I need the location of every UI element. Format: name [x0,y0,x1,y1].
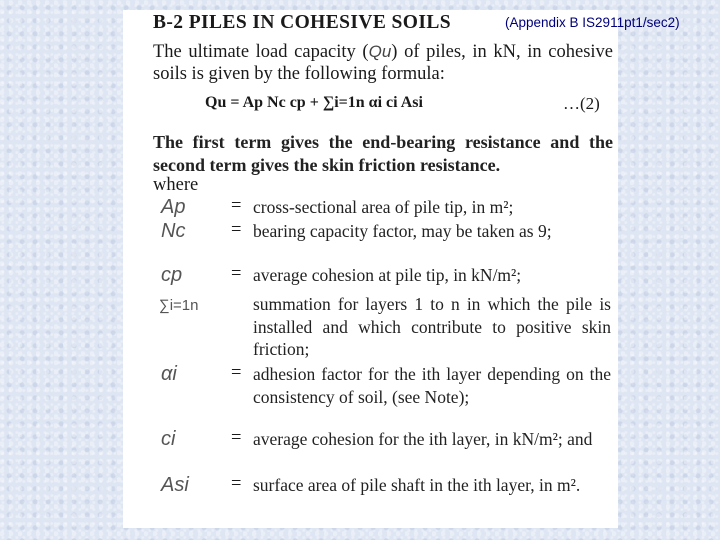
equals-sign: = [231,196,242,216]
symbol-asi: Asi [161,474,189,496]
section-heading: B-2 PILES IN COHESIVE SOILS [153,12,451,33]
definition-text: adhesion factor for the ith layer depending on the consistency of soil, (see Note); [253,364,611,407]
document-page [123,10,618,528]
equation-number: …(2) [563,94,600,113]
definition-text: bearing capacity factor, may be taken as 9; [253,221,552,241]
definition-text: summation for layers 1 to n in which the pile is installed and which contribute to positive skin friction; [253,294,611,359]
symbol-ap: Ap [161,196,186,218]
equals-sign: = [231,264,242,284]
definition-text: average cohesion at pile tip, in kN/m²; [253,265,522,285]
definition-text: surface area of pile shaft in the ith layer, in m². [253,475,581,495]
intro-text-end: ) of piles, in kN, in cohesive soils is given by the following formula: [153,42,613,84]
equals-sign: = [231,474,242,494]
intro-text-start: The ultimate load capacity ( [153,42,369,62]
definition-text: cross-sectional area of pile tip, in m²; [253,197,514,217]
terms-paragraph: The first term gives the end-bearing resistance and the second term gives the skin friction resistance. [153,132,613,175]
symbol-summation: ∑i=1n [159,297,199,314]
equals-sign: = [231,363,242,383]
equals-sign: = [231,220,242,240]
equals-sign: = [231,428,242,448]
appendix-note: (Appendix B IS2911pt1/sec2) [505,15,680,30]
where-label: where [153,175,199,195]
definition-text: average cohesion for the ith layer, in kN/m²; and [253,429,593,449]
qu-symbol: Qu [368,42,392,61]
pile-capacity-formula: Qu = Ap Nc cp + ∑i=1n αi ci Asi [205,94,423,111]
symbol-alpha: αi [161,363,177,385]
symbol-nc: Nc [161,220,186,242]
symbol-cp: cp [161,264,183,286]
intro-paragraph [153,41,613,85]
symbol-ci: ci [161,428,176,450]
